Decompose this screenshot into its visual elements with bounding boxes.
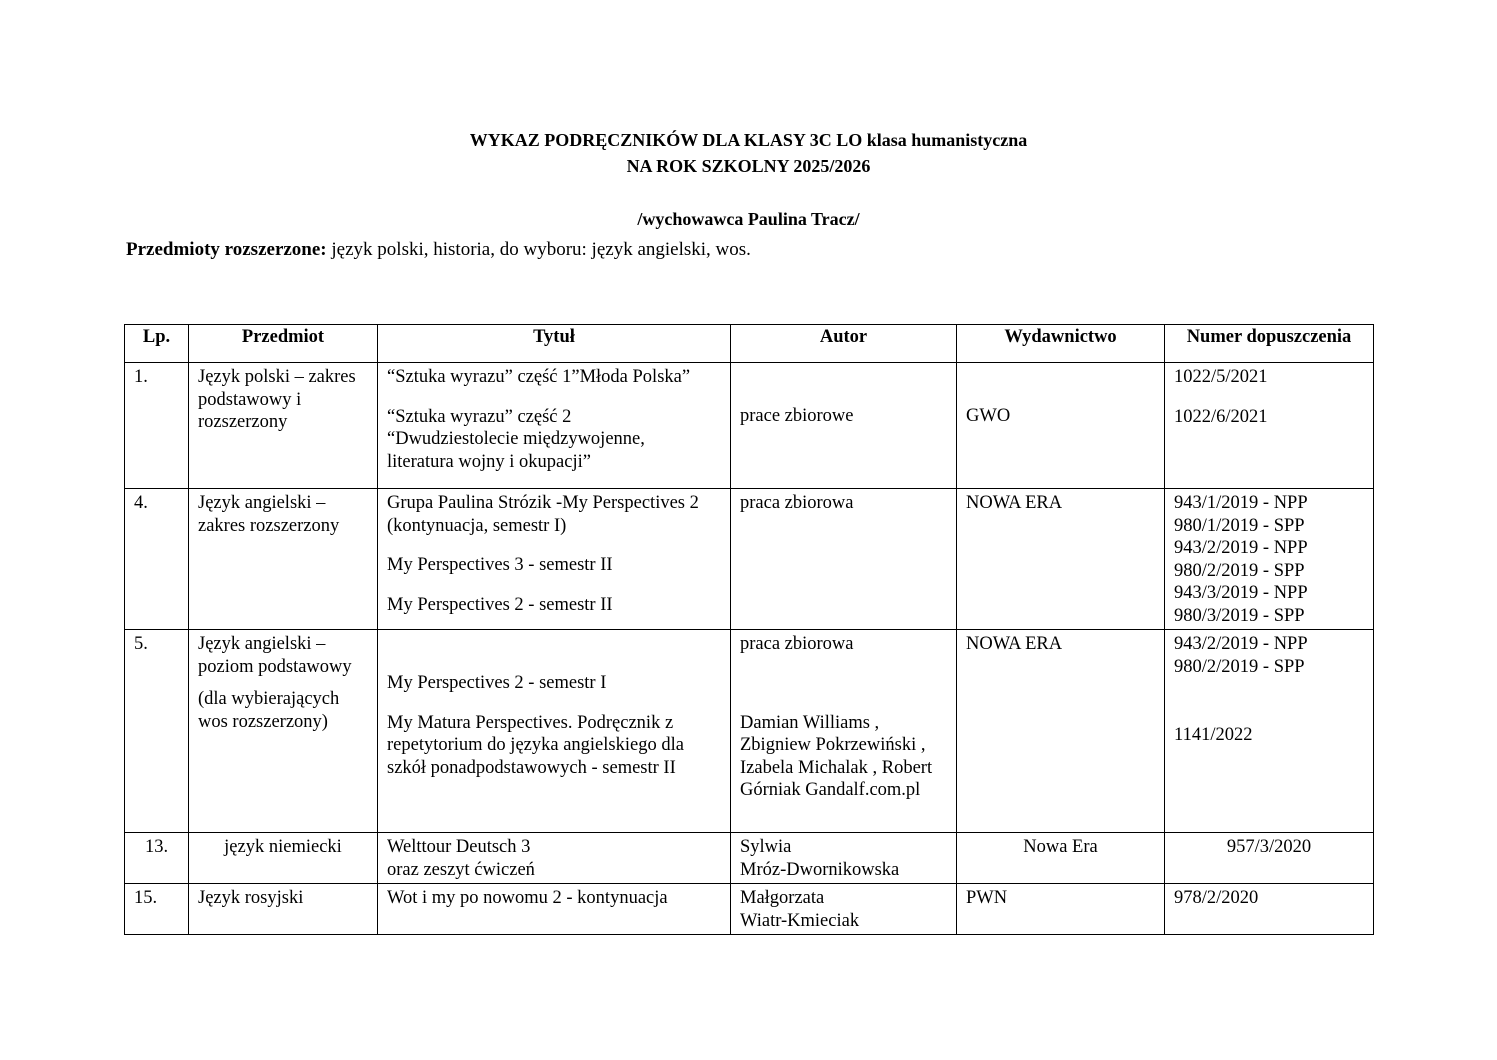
cell-author [731, 833, 957, 884]
cell-publisher: Nowa Era [957, 833, 1165, 884]
title-line: oraz zeszyt ćwiczeń [387, 859, 535, 880]
col-header-approval-number: Numer dopuszczenia [1165, 325, 1374, 363]
author-line: praca zbiorowa [740, 634, 854, 654]
title-line: literatura wojny i okupacji” [387, 451, 591, 472]
title-line: Welttour Deutsch 3 [387, 837, 531, 857]
author-line: Zbigniew Pokrzewiński , [740, 735, 926, 755]
author-line: Mróz-Dwornikowska [740, 859, 900, 880]
table-header-row [125, 325, 1374, 363]
subject-name: Język angielski – poziom podstawowy [198, 634, 352, 677]
cell-publisher: PWN [957, 884, 1165, 935]
cell-lp: 1. [125, 363, 189, 489]
document-title: WYKAZ PODRĘCZNIKÓW DLA KLASY 3C LO klasa humanistyczna [469, 130, 1028, 150]
col-header-author: Autor [731, 325, 957, 363]
cell-title [378, 489, 731, 630]
cell-publisher: NOWA ERA [957, 489, 1165, 630]
school-year-title: NA ROK SZKOLNY 2025/2026 [626, 156, 871, 176]
cell-approval-number [1165, 363, 1374, 489]
table-row [125, 833, 1374, 884]
cell-subject [189, 630, 378, 833]
col-header-publisher: Wydawnictwo [957, 325, 1165, 363]
number-line: 980/3/2019 - SPP [1174, 605, 1305, 626]
cell-approval-number: 957/3/2020 [1165, 833, 1374, 884]
number-line: 943/2/2019 - NPP [1174, 634, 1308, 654]
number-line: 980/1/2019 - SPP [1174, 515, 1305, 536]
title-line: “Sztuka wyrazu” część 2 [387, 406, 572, 427]
title-line: “Sztuka wyrazu” część 1”Młoda Polska” [387, 367, 691, 387]
cell-subject: Język rosyjski [189, 884, 378, 935]
cell-author [731, 363, 957, 489]
cell-title [378, 833, 731, 884]
col-header-lp: Lp. [125, 325, 189, 363]
author-line: Małgorzata [740, 888, 825, 908]
author-line: Damian Williams , [740, 712, 880, 733]
number-line: 980/2/2019 - SPP [1174, 656, 1305, 677]
title-line: My Perspectives 2 - semestr I [387, 673, 607, 693]
author-line: prace zbiorowe [740, 406, 854, 426]
cell-publisher: NOWA ERA [957, 630, 1165, 833]
table-row [125, 489, 1374, 630]
title-line: szkół ponadpodstawowych - semestr II [387, 757, 676, 778]
cell-approval-number [1165, 630, 1374, 833]
title-line: My Matura Perspectives. Podręcznik z [387, 712, 674, 733]
title-line: (kontynuacja, semestr I) [387, 515, 567, 536]
title-line: repetytorium do języka angielskiego dla [387, 735, 684, 755]
number-line: 1022/5/2021 [1174, 367, 1268, 387]
cell-title [378, 630, 731, 833]
title-line: My Perspectives 2 - semestr II [387, 594, 613, 615]
number-line: 943/1/2019 - NPP [1174, 493, 1308, 513]
cell-approval-number [1165, 489, 1374, 630]
title-line: “Dwudziestolecie międzywojenne, [387, 429, 645, 449]
publisher-line: GWO [966, 406, 1011, 426]
cell-publisher [957, 363, 1165, 489]
cell-lp: 15. [125, 884, 189, 935]
col-header-subject: Przedmiot [189, 325, 378, 363]
extended-subjects-label: Przedmioty rozszerzone: [126, 239, 327, 260]
number-line: 980/2/2019 - SPP [1174, 560, 1305, 581]
author-line: Izabela Michalak , Robert [740, 757, 933, 778]
extended-subjects-value: język polski, historia, do wyboru: język angielski, wos. [326, 239, 751, 260]
cell-approval-number: 978/2/2020 [1165, 884, 1374, 935]
textbook-table [124, 324, 1374, 935]
col-header-title: Tytuł [378, 325, 731, 363]
cell-lp: 4. [125, 489, 189, 630]
table-row [125, 630, 1374, 833]
cell-subject: Język angielski – zakres rozszerzony [189, 489, 378, 630]
subject-note: (dla wybierających wos rozszerzony) [198, 689, 340, 732]
title-line: My Perspectives 3 - semestr II [387, 555, 613, 575]
cell-title: Wot i my po nowomu 2 - kontynuacja [378, 884, 731, 935]
author-line: Sylwia [740, 837, 792, 857]
title-line: Grupa Paulina Strózik -My Perspectives 2 [387, 493, 699, 513]
cell-author [731, 884, 957, 935]
number-line: 943/3/2019 - NPP [1174, 583, 1308, 603]
number-line: 943/2/2019 - NPP [1174, 538, 1308, 558]
author-line: Górniak Gandalf.com.pl [740, 780, 921, 800]
table-row [125, 884, 1374, 935]
cell-author [731, 630, 957, 833]
cell-subject: język niemiecki [189, 833, 378, 884]
cell-lp: 13. [125, 833, 189, 884]
cell-title [378, 363, 731, 489]
cell-lp: 5. [125, 630, 189, 833]
cell-author: praca zbiorowa [731, 489, 957, 630]
number-line: 1022/6/2021 [1174, 406, 1268, 427]
extended-subjects [126, 237, 751, 263]
cell-subject: Język polski – zakres podstawowy i rozszerzony [189, 363, 378, 489]
author-line: Wiatr-Kmieciak [740, 910, 860, 931]
class-teacher: /wychowawca Paulina Tracz/ [637, 209, 860, 229]
table-row [125, 363, 1374, 489]
number-line: 1141/2022 [1174, 725, 1253, 745]
